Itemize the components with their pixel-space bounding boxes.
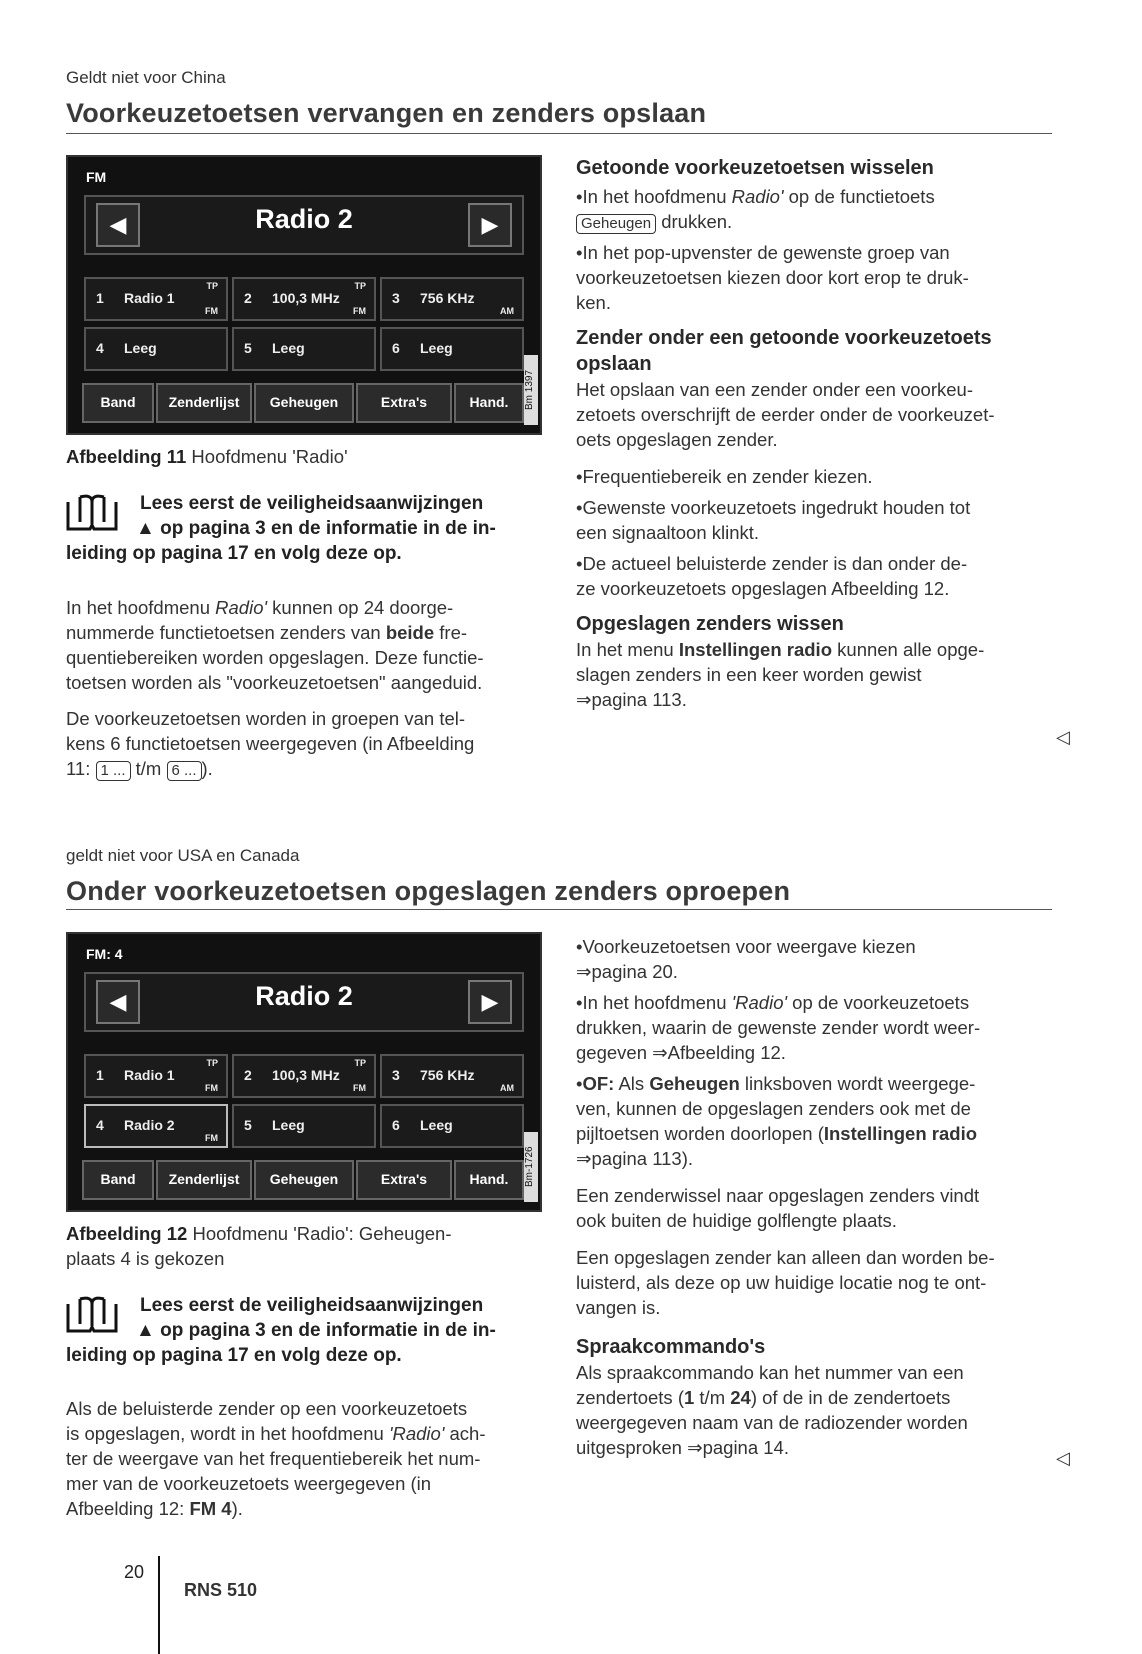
warning-line-2 (136, 1318, 496, 1343)
band-badge: FM (205, 1083, 218, 1093)
preset-number: 1 (96, 290, 104, 306)
bullet-4: •Gewenste voorkeuzetoets ingedrukt houden tot (576, 497, 971, 518)
fkey-geheugen: Geheugen (254, 1160, 354, 1200)
t: 'Radio' (388, 1423, 445, 1444)
t: Frequentiebereik en zender kiezen. (582, 466, 873, 487)
applicability-note: Geldt niet voor China (66, 68, 226, 87)
preset-5 (232, 1104, 376, 1148)
prev-arrow-icon: ◀ (96, 980, 140, 1024)
t: drukken, waarin de gewenste zender wordt weer- (576, 1017, 981, 1038)
t: toetsen worden als "voorkeuzetoetsen" aangeduid. (66, 672, 483, 693)
t: nummerde functietoetsen zenders van (66, 622, 381, 643)
tp-badge: TP (354, 1058, 366, 1068)
preset-number: 3 (392, 1067, 400, 1083)
preset-6 (380, 1104, 524, 1148)
section-title: Voorkeuzetoetsen vervangen en zenders opslaan (66, 98, 707, 128)
fkey-geheugen: Geheugen (254, 383, 354, 423)
t: In het hoofdmenu (582, 186, 727, 207)
t: ⇒pagina 113. (576, 689, 687, 710)
t: t/m (699, 1387, 726, 1408)
preset-number: 4 (96, 340, 104, 356)
t: beide (385, 622, 435, 643)
t: kunnen alle opge- (837, 639, 985, 660)
t: zendertoets ( (576, 1387, 684, 1408)
station-name: Radio 2 (255, 981, 353, 1011)
tp-badge: TP (206, 1058, 218, 1068)
t: ). (231, 1498, 243, 1519)
preset-label: 100,3 MHz (272, 1067, 340, 1083)
preset-6 (380, 327, 524, 371)
t: ze voorkeuzetoets opgeslagen Afbeelding 12. (576, 578, 950, 599)
tp-badge: TP (354, 281, 366, 291)
caption-text: Hoofdmenu 'Radio' (191, 446, 348, 467)
key-1: 1 ... (96, 761, 131, 781)
preset-label: Leeg (272, 340, 305, 356)
bullet-3-line-3 (576, 1121, 1056, 1146)
t: linksboven wordt weergege- (744, 1073, 976, 1094)
footer-divider (158, 1556, 160, 1654)
intro-paragraph (66, 595, 536, 695)
preset-label: Leeg (420, 1117, 453, 1133)
subheading-switch: Getoonde voorkeuzetoetsen wisselen (576, 157, 934, 179)
fkey-hand: Hand. (454, 1160, 524, 1200)
bullet-5: •De actueel beluisterde zender is dan onder de- (576, 553, 968, 574)
figure-code: Bm-1726 (524, 1132, 538, 1202)
t: slagen zenders in een keer worden gewist (576, 664, 922, 685)
product-name: RNS 510 (184, 1580, 258, 1600)
preset-label: 756 KHz (420, 290, 475, 306)
preset-number: 1 (96, 1067, 104, 1083)
fm4-paragraph (66, 1396, 536, 1521)
preset-4-selected (84, 1104, 228, 1148)
t: Gewenste voorkeuzetoets ingedrukt houden tot (582, 497, 971, 518)
t: 24 (730, 1387, 751, 1408)
band-label: FM: 4 (86, 946, 123, 962)
preset-number: 4 (96, 1117, 104, 1133)
t: De actueel beluisterde zender is dan onder de- (582, 553, 968, 574)
t: In het hoofdmenu (582, 992, 727, 1013)
bullet-1-cont (576, 209, 1056, 234)
section-title: Onder voorkeuzetoetsen opgeslagen zenders oproepen (66, 876, 791, 906)
preset-label: Leeg (272, 1117, 305, 1133)
t: In het menu (576, 639, 674, 660)
groups-paragraph (66, 706, 536, 781)
t: voorkeuzetoetsen kiezen door kort erop te druk- (576, 267, 969, 288)
t: Radio' (215, 597, 268, 618)
preset-5 (232, 327, 376, 371)
preset-label: Radio 2 (124, 1117, 175, 1133)
fkey-zenderlijst: Zenderlijst (156, 1160, 252, 1200)
t: Het opslaan van een zender onder een voorkeu- (576, 379, 973, 400)
t: drukken. (661, 211, 733, 232)
t: gegeven ⇒Afbeelding 12. (576, 1042, 786, 1063)
t: t/m (135, 758, 162, 779)
t: een signaaltoon klinkt. (576, 522, 760, 543)
book-icon (66, 494, 118, 532)
caption-text-2: plaats 4 is gekozen (66, 1248, 225, 1269)
preset-1 (84, 1054, 228, 1098)
preset-number: 6 (392, 340, 400, 356)
t: weergegeven naam van de radiozender worden (576, 1412, 968, 1433)
t: ook buiten de huidige golflengte plaats. (576, 1210, 897, 1231)
t: Afbeelding 12: (66, 1498, 185, 1519)
warning-line-1: Lees eerst de veiligheidsaanwijzingen (140, 493, 484, 514)
fkey-band: Band (82, 383, 154, 423)
bullet-1: •Voorkeuzetoetsen voor weergave kiezen (576, 936, 916, 957)
preset-number: 5 (244, 340, 252, 356)
caption-label: Afbeelding 11 (66, 446, 187, 467)
t: Instellingen radio (678, 639, 833, 660)
band-badge: FM (353, 306, 366, 316)
t: ter de weergave van het frequentiebereik het num- (66, 1448, 481, 1469)
warning-line-2-text: op pagina 3 en de informatie in de in- (160, 1320, 496, 1341)
t: vangen is. (576, 1297, 661, 1318)
preset-label: Leeg (420, 340, 453, 356)
t: ) of de in de zendertoets (750, 1387, 951, 1408)
t: op de functietoets (788, 186, 935, 207)
station-name: Radio 2 (255, 204, 353, 234)
t: pijltoetsen worden doorlopen ( (576, 1123, 824, 1144)
tp-badge: TP (206, 281, 218, 291)
t: Als spraakcommando kan het nummer van een (576, 1362, 964, 1383)
subheading-delete: Opgeslagen zenders wissen (576, 613, 844, 635)
delete-line-1 (576, 637, 1056, 662)
t: Voorkeuzetoetsen voor weergave kiezen (582, 936, 916, 957)
end-of-section-icon: ◁ (1056, 727, 1070, 747)
book-icon (66, 1296, 118, 1334)
station-bar (84, 972, 524, 1032)
t: oets opgeslagen zender. (576, 429, 778, 450)
voice-line-2 (576, 1385, 1056, 1410)
t: 1 (683, 1387, 695, 1408)
bullet-1: •In het hoofdmenu Radio' op de functietoets (576, 186, 935, 207)
preset-label: 100,3 MHz (272, 290, 340, 306)
t: fre- (439, 622, 468, 643)
subheading-store: Zender onder een getoonde voorkeuzetoets (576, 327, 992, 349)
t: ven, kunnen de opgeslagen zenders ook met de (576, 1098, 971, 1119)
figure-caption (66, 444, 348, 469)
t: op de voorkeuzetoets (792, 992, 970, 1013)
fkey-hand: Hand. (454, 383, 524, 423)
warning-icon: ▲ (136, 1320, 161, 1341)
t: OF: (582, 1073, 615, 1094)
t: quentiebereiken worden opgeslagen. Deze functie- (66, 647, 484, 668)
t: ). (201, 758, 213, 779)
fkey-extras: Extra's (356, 1160, 452, 1200)
caption-label: Afbeelding 12 (66, 1223, 188, 1244)
preset-label: Radio 1 (124, 290, 175, 306)
band-badge: FM (205, 306, 218, 316)
figure-code: Bm 1397 (524, 355, 538, 425)
warning-line-1: Lees eerst de veiligheidsaanwijzingen (140, 1295, 484, 1316)
band-label: FM (86, 169, 107, 185)
t: In het pop-upvenster de gewenste groep van (582, 242, 950, 263)
key-6: 6 ... (167, 761, 202, 781)
t: kunnen op 24 doorge- (272, 597, 454, 618)
t: Een opgeslagen zender kan alleen dan worden be- (576, 1247, 995, 1268)
t: Geheugen (649, 1073, 740, 1094)
next-arrow-icon: ▶ (468, 203, 512, 247)
warning-line-2 (136, 516, 496, 541)
t: ⇒pagina 113). (576, 1148, 693, 1169)
radio-screen-figure-11 (66, 155, 542, 435)
preset-2 (232, 277, 376, 321)
t: Als (618, 1073, 645, 1094)
t: Radio' (731, 186, 784, 207)
t: Als de beluisterde zender op een voorkeuzetoets (66, 1398, 468, 1419)
preset-1 (84, 277, 228, 321)
t: kens 6 functietoetsen weergegeven (in Afbeelding (66, 733, 475, 754)
end-of-section-icon: ◁ (1056, 1448, 1070, 1468)
preset-3 (380, 277, 524, 321)
t: Een zenderwissel naar opgeslagen zenders vindt (576, 1185, 980, 1206)
preset-number: 2 (244, 1067, 252, 1083)
page-number: 20 (124, 1562, 145, 1582)
station-bar (84, 195, 524, 255)
preset-number: 6 (392, 1117, 400, 1133)
bullet-3: •OF: Als Geheugen linksboven wordt weergege- (576, 1073, 976, 1094)
geheugen-key: Geheugen (576, 214, 656, 234)
t: 11: (66, 758, 91, 779)
preset-label: 756 KHz (420, 1067, 475, 1083)
right-column-1 (576, 155, 1056, 712)
t: zetoets overschrijft de eerder onder de voorkeuzet- (576, 404, 995, 425)
preset-number: 2 (244, 290, 252, 306)
band-badge: AM (500, 1083, 514, 1093)
t: uitgesproken ⇒pagina 14. (576, 1437, 789, 1458)
t: De voorkeuzetoetsen worden in groepen van tel- (66, 708, 466, 729)
figure-caption (66, 1221, 546, 1271)
bullet-3: •Frequentiebereik en zender kiezen. (576, 466, 873, 487)
t: ken. (576, 292, 611, 313)
preset-number: 3 (392, 290, 400, 306)
preset-4 (84, 327, 228, 371)
warning-line-2-text: op pagina 3 en de informatie in de in- (160, 518, 496, 539)
preset-number: 5 (244, 1117, 252, 1133)
subheading-voice: Spraakcommando's (576, 1336, 766, 1358)
t: 'Radio' (731, 992, 788, 1013)
t: ach- (449, 1423, 486, 1444)
band-badge: AM (500, 306, 514, 316)
title-rule (66, 909, 1052, 910)
t: FM 4 (189, 1498, 232, 1519)
t: In het hoofdmenu (66, 597, 210, 618)
warning-icon: ▲ (136, 518, 161, 539)
t: luisterd, als deze op uw huidige locatie nog te ont- (576, 1272, 987, 1293)
right-column-2 (576, 934, 1056, 1460)
warning-line-3: leiding op pagina 17 en volg deze op. (66, 543, 402, 564)
caption-text: Hoofdmenu 'Radio': Geheugen- (192, 1223, 452, 1244)
subheading-store-2: opslaan (576, 353, 652, 375)
preset-label: Radio 1 (124, 1067, 175, 1083)
band-badge: FM (205, 1133, 218, 1143)
title-rule (66, 133, 1052, 134)
t: mer van de voorkeuzetoets weergegeven (in (66, 1473, 432, 1494)
preset-label: Leeg (124, 340, 157, 356)
fkey-extras: Extra's (356, 383, 452, 423)
fkey-band: Band (82, 1160, 154, 1200)
applicability-note: geldt niet voor USA en Canada (66, 846, 300, 865)
t: ⇒pagina 20. (576, 961, 678, 982)
bullet-2: •In het pop-upvenster de gewenste groep van (576, 242, 950, 263)
t: Instellingen radio (823, 1123, 978, 1144)
band-badge: FM (353, 1083, 366, 1093)
radio-screen-figure-12 (66, 932, 542, 1212)
next-arrow-icon: ▶ (468, 980, 512, 1024)
bullet-2: •In het hoofdmenu 'Radio' op de voorkeuzetoets (576, 992, 970, 1013)
preset-3 (380, 1054, 524, 1098)
prev-arrow-icon: ◀ (96, 203, 140, 247)
t: is opgeslagen, wordt in het hoofdmenu (66, 1423, 384, 1444)
warning-line-3: leiding op pagina 17 en volg deze op. (66, 1345, 402, 1366)
preset-2 (232, 1054, 376, 1098)
fkey-zenderlijst: Zenderlijst (156, 383, 252, 423)
